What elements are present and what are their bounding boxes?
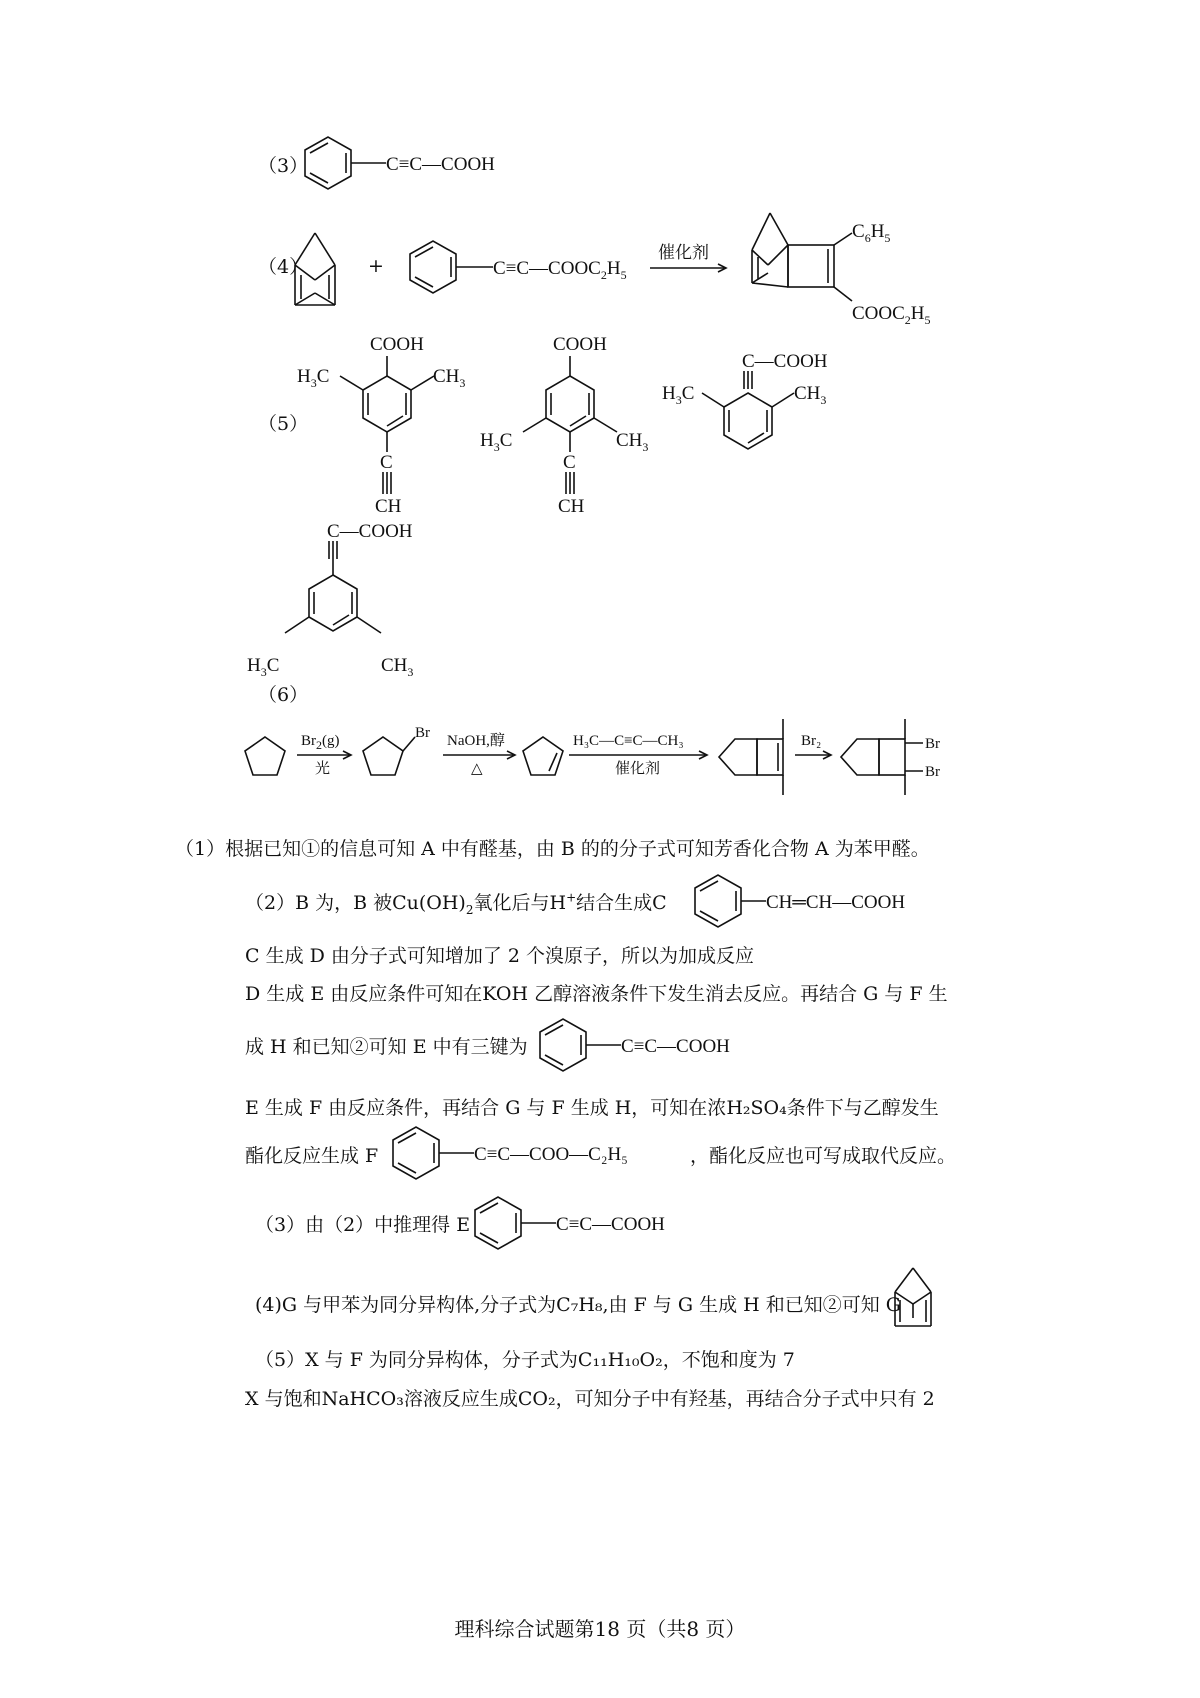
svg-text:C: C [563, 452, 576, 473]
svg-text:H3C: $H_3C$ [662, 383, 695, 407]
paragraph-1: （1）根据已知①的信息可知 A 中有醛基，由 B 的的分子式可知芳香化合物 A 为苯甲醛。 [175, 838, 930, 860]
synthesis-route-scheme [235, 715, 975, 805]
svg-text:H₃C—C≡C—CH₃: H₃C—C≡C—CH₃ [573, 733, 684, 749]
svg-text:H3C: $H_3C$ [247, 655, 280, 679]
paragraph-7-start: 酯化反应生成 F [245, 1145, 379, 1167]
svg-text:催化剂: 催化剂 [658, 243, 709, 262]
paragraph-2: （2）B 为，B 被$Cu(OH)_2$氧化后与H+结合生成C [245, 890, 667, 917]
svg-text:△: △ [471, 761, 483, 777]
item4-number: （4） [258, 256, 309, 278]
svg-text:Br: Br [925, 736, 940, 752]
item5-number: （5） [258, 413, 309, 435]
svg-text:COOC2H5: $COOC_2H_5$ [852, 303, 931, 327]
svg-text:CH3: $CH_3$ [616, 430, 649, 454]
svg-text:CH3: $CH_3$ [433, 366, 466, 390]
svg-text:CH═CH—COOH: CH═CH—COOH [766, 892, 906, 913]
paragraph-4: D 生成 E 由反应条件可知在KOH 乙醇溶液条件下发生消去反应。再结合 G 与 F 生 [245, 983, 948, 1005]
svg-text:H3C: $H_3C$ [297, 366, 330, 390]
svg-text:Br₂: Br₂ [801, 733, 822, 749]
svg-text:C6H5: $C_6H_5$ [852, 221, 891, 245]
svg-text:C: C [380, 452, 393, 473]
svg-text:CH: CH [558, 496, 585, 517]
item3-group: C≡C—COOH [386, 154, 495, 175]
svg-text:Br2(g): $Br_2(g)$ [301, 733, 340, 752]
svg-text:C≡C—COO—C₂H₅: C≡C—COO—C₂H₅ [474, 1144, 628, 1165]
norbornadiene-g-structure [885, 1262, 945, 1337]
isomer-1-structure [295, 330, 485, 520]
item3-benzoic-structure [290, 128, 530, 208]
paragraph-3: C 生成 D 由分子式可知增加了 2 个溴原子，所以为加成反应 [245, 945, 755, 967]
phenylpropiolic-acid-structure-1 [525, 1012, 765, 1082]
paragraph-6: E 生成 F 由反应条件，再结合 G 与 F 生成 H，可知在浓H₂SO₄条件下与乙醇发生 [245, 1097, 939, 1119]
svg-text:CH3: $CH_3$ [381, 655, 414, 679]
svg-text:H3C: $H_3C$ [480, 430, 513, 454]
svg-text:CH3: $CH_3$ [794, 383, 827, 407]
item6-number: （6） [258, 684, 309, 706]
paragraph-5: 成 H 和已知②可知 E 中有三键为 [245, 1036, 528, 1058]
paragraph-11: X 与饱和NaHCO₃溶液反应生成CO₂，可知分子中有羟基，再结合分子式中只有 2 [245, 1388, 935, 1410]
isomer-2-structure [478, 330, 668, 520]
svg-text:Br: Br [925, 764, 940, 780]
paragraph-7-end: ，酯化反应也可写成取代反应。 [690, 1145, 957, 1167]
item4-plus: + [368, 255, 384, 277]
svg-text:光: 光 [315, 761, 331, 777]
svg-text:C—COOH: C—COOH [327, 521, 413, 542]
svg-text:NaOH,醇: NaOH,醇 [447, 733, 505, 749]
item4-reactant-structure [395, 232, 655, 307]
cinnamic-acid-structure [680, 868, 940, 938]
paragraph-8: （3）由（2）中推理得 E [255, 1214, 471, 1236]
svg-text:C≡C—COOC2H5: $C\equiv C—COOC_2H_5$ [493, 258, 627, 282]
isomer-4-structure [245, 515, 445, 685]
norbornadiene-structure [285, 225, 365, 320]
svg-text:C≡C—COOH: C≡C—COOH [621, 1036, 730, 1057]
svg-text:C≡C—COOH: C≡C—COOH [556, 1214, 665, 1235]
ethyl-phenylpropiolate-structure [378, 1120, 708, 1190]
phenylpropiolic-acid-structure-2 [460, 1190, 700, 1260]
svg-text:COOH: COOH [553, 334, 607, 355]
svg-text:C—COOH: C—COOH [742, 351, 828, 372]
svg-text:催化剂: 催化剂 [615, 761, 661, 777]
item4-arrow [650, 240, 730, 280]
item4-product-structure [740, 205, 960, 330]
page-footer: 理科综合试题第18 页（共8 页） [454, 1617, 746, 1641]
item3-number: （3） [258, 155, 309, 177]
svg-text:Br: Br [415, 725, 430, 741]
paragraph-9: (4)G 与甲苯为同分异构体,分子式为C₇H₈,由 F 与 G 生成 H 和已知②可知 G [255, 1294, 901, 1316]
paragraph-10: （5）X 与 F 为同分异构体，分子式为C₁₁H₁₀O₂，不饱和度为 7 [255, 1349, 795, 1371]
isomer-3-structure [660, 345, 860, 495]
svg-text:CH: CH [375, 496, 402, 517]
svg-text:COOH: COOH [370, 334, 424, 355]
